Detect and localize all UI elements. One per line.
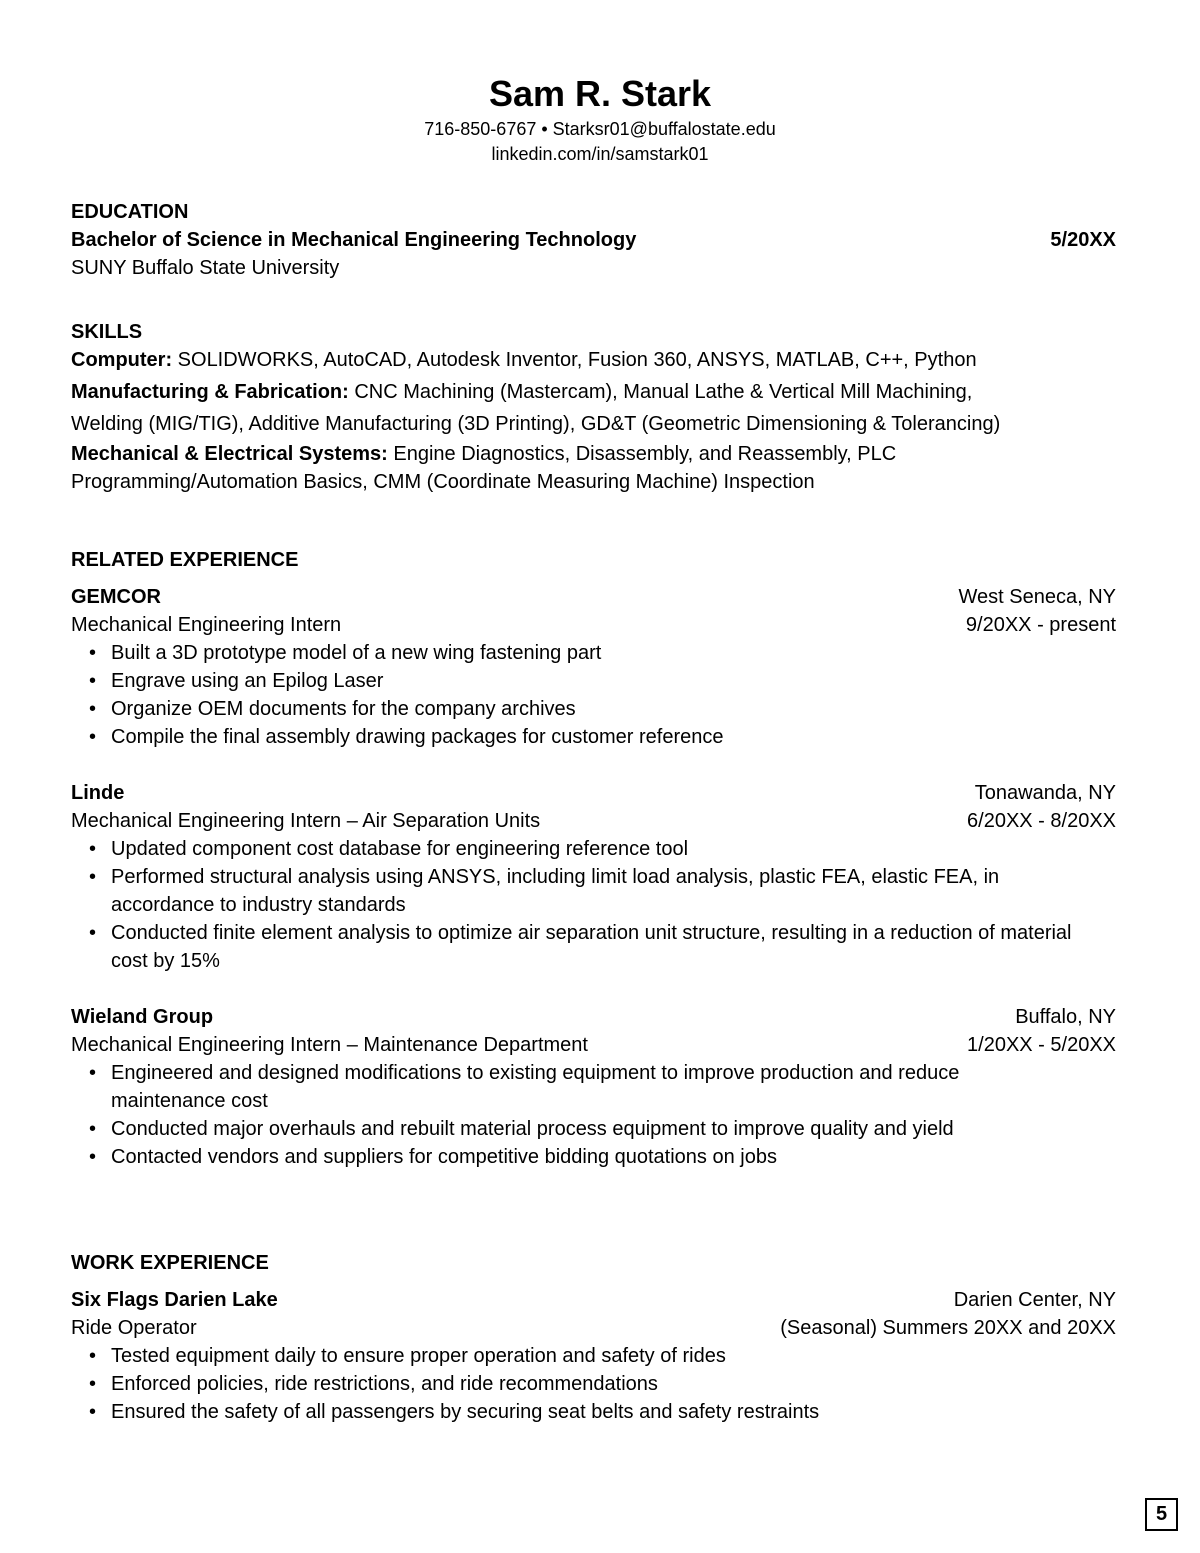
job-title: Mechanical Engineering Intern [71, 614, 342, 636]
list-item: • Contacted vendors and suppliers for competitive bidding quotations on jobs [71, 1143, 1056, 1171]
skills-mfg-text-1: CNC Machining (Mastercam), Manual Lathe & Vertical Mill Machining, [348, 381, 973, 403]
company-name: Wieland Group [71, 1006, 214, 1028]
list-item: • Performed structural analysis using ANSYS, including limit load analysis, plastic FEA, elastic FEA, in accordance to industry standards [71, 863, 1096, 919]
list-item: • Compile the final assembly drawing packages for customer reference [71, 723, 1116, 751]
job-header-row [71, 1286, 1116, 1314]
skills-mechanical-cont: Programming/Automation Basics, CMM (Coordinate Measuring Machine) Inspection [71, 471, 815, 493]
skills-manufacturing [71, 378, 1116, 410]
job-location: Tonawanda, NY [974, 782, 1116, 804]
resume-name: Sam R. Stark [488, 73, 712, 114]
job-location: Buffalo, NY [1015, 1006, 1116, 1028]
related-heading: RELATED EXPERIENCE [71, 549, 299, 571]
company-name: GEMCOR [71, 586, 161, 608]
list-item: • Updated component cost database for engineering reference tool [71, 835, 1096, 863]
list-item: • Engineered and designed modifications to existing equipment to improve production and reduce maintenance cost [71, 1059, 1056, 1115]
skills-computer-text: SOLIDWORKS, AutoCAD, Autodesk Inventor, Fusion 360, ANSYS, MATLAB, C++, Python [172, 349, 977, 371]
job-bullets [71, 835, 1116, 975]
skills-manufacturing-cont: Welding (MIG/TIG), Additive Manufacturing (3D Printing), GD&T (Geometric Dimensioning & Tolerancing) [71, 413, 1001, 435]
job-location: Darien Center, NY [953, 1289, 1116, 1311]
education-section [71, 198, 1116, 282]
job-header-row [71, 779, 1116, 807]
job-title-row [71, 807, 1116, 835]
list-item: • Engrave using an Epilog Laser [71, 667, 1116, 695]
skills-section [71, 318, 1116, 496]
list-item: • Tested equipment daily to ensure proper operation and safety of rides [71, 1342, 1116, 1370]
job-wieland [71, 1003, 1116, 1171]
job-title-row [71, 1314, 1116, 1342]
skills-computer [71, 346, 1116, 378]
job-bullets [71, 639, 1116, 751]
job-gemcor [71, 583, 1116, 751]
degree-name: Bachelor of Science in Mechanical Engineering Technology [71, 229, 637, 251]
job-header-row [71, 583, 1116, 611]
job-location: West Seneca, NY [958, 586, 1116, 608]
list-item: • Enforced policies, ride restrictions, and ride recommendations [71, 1370, 1116, 1398]
skills-mech-text-1: Engine Diagnostics, Disassembly, and Reassembly, PLC [387, 443, 897, 465]
page-number: 5 [1145, 1498, 1178, 1531]
skills-mechanical [71, 440, 1116, 468]
list-item: • Organize OEM documents for the company archives [71, 695, 1116, 723]
list-item: • Conducted major overhauls and rebuilt material process equipment to improve quality and yield [71, 1115, 1056, 1143]
job-title-row [71, 611, 1116, 639]
school-name: SUNY Buffalo State University [71, 257, 340, 279]
job-six-flags [71, 1286, 1116, 1426]
job-title: Mechanical Engineering Intern – Air Separation Units [71, 810, 541, 832]
skills-mfg-label: Manufacturing & Fabrication: [71, 381, 349, 403]
education-heading: EDUCATION [71, 201, 189, 223]
job-title: Mechanical Engineering Intern – Maintenance Department [71, 1034, 588, 1056]
contact-line: 716-850-6767 • Starksr01@buffalostate.edu [424, 119, 776, 139]
linkedin-url: linkedin.com/in/samstark01 [491, 144, 709, 164]
job-dates: 1/20XX - 5/20XX [967, 1034, 1116, 1056]
job-bullets [71, 1059, 1116, 1171]
job-title: Ride Operator [71, 1317, 197, 1339]
list-item: • Conducted finite element analysis to optimize air separation unit structure, resulting in a reduction of material cost by 15% [71, 919, 1096, 975]
work-heading: WORK EXPERIENCE [71, 1252, 269, 1274]
job-linde [71, 779, 1116, 975]
list-item: • Ensured the safety of all passengers by securing seat belts and safety restraints [71, 1398, 1116, 1426]
job-bullets [71, 1342, 1116, 1426]
job-dates: 9/20XX - present [965, 614, 1116, 636]
job-dates: (Seasonal) Summers 20XX and 20XX [780, 1317, 1116, 1339]
company-name: Linde [71, 782, 125, 804]
skills-heading: SKILLS [71, 321, 143, 343]
degree-date: 5/20XX [1050, 229, 1116, 251]
education-degree-row [71, 226, 1116, 254]
company-name: Six Flags Darien Lake [71, 1289, 278, 1311]
skills-mech-label: Mechanical & Electrical Systems: [71, 443, 388, 465]
list-item: • Built a 3D prototype model of a new wing fastening part [71, 639, 1116, 667]
job-dates: 6/20XX - 8/20XX [967, 810, 1116, 832]
job-title-row [71, 1031, 1116, 1059]
skills-computer-label: Computer: [71, 349, 173, 371]
job-header-row [71, 1003, 1116, 1031]
